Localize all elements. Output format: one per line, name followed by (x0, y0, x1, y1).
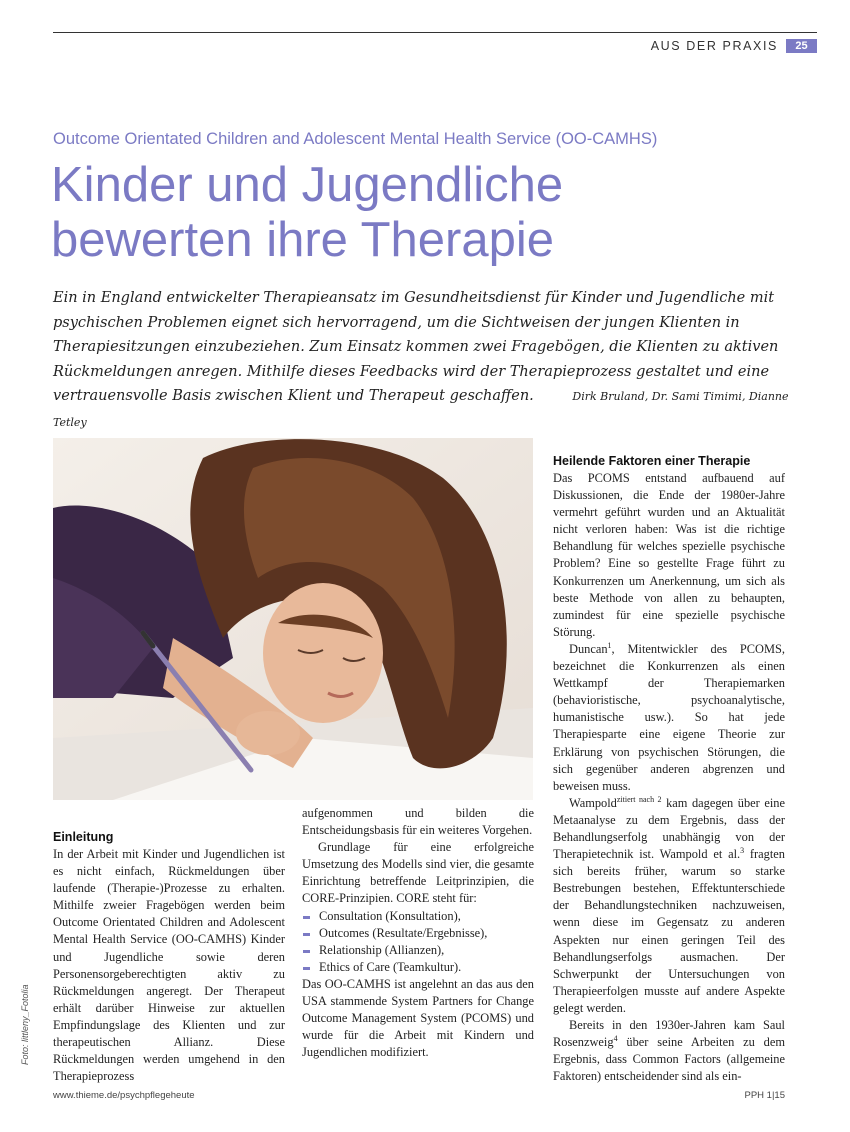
page-number-badge: 25 (786, 39, 817, 53)
column-1 (53, 829, 285, 1085)
list-item: Ethics of Care (Teamkultur). (302, 959, 534, 976)
article-photo (53, 438, 533, 800)
reference-mark: 1 (607, 640, 612, 650)
header-rule (53, 32, 817, 33)
reference-mark: 4 (613, 1034, 618, 1044)
title-line-2: bewerten ihre Therapie (51, 213, 555, 267)
paragraph: Das OO-CAMHS ist angelehnt an das aus den USA stammende System Partners for Change Outcome Management System (PCOMS) und wurde für die Arbeit mit Kindern und Jugendlichen modifiziert. (302, 976, 534, 1060)
list-item: Relationship (Allianzen), (302, 942, 534, 959)
reference-mark: 3 (740, 846, 745, 856)
paragraph: In der Arbeit mit Kinder und Jugendlichen ist es nicht einfach, Rückmeldungen über laufende (Therapie-)Prozesse zu erhalten. Mithilfe zweier Fragebögen werden beim Outcome Orientated Children and Adolescent Mental Health Service (OO-CAMHS) Kinder und Jugendliche sowie deren Personensorgeberechtigten aktiv zu Rückmeldungen angeregt. Der Therapeut erhält darüber Hinweise zur aktuellen Empfindungslage des Klienten und zur therapeutischen Allianz. Diese Rückmeldungen werden umgehend in den Therapieprozess (53, 847, 285, 1084)
paragraph: aufgenommen und bilden die Entscheidungsbasis für ein weiteres Vorgehen. (302, 806, 534, 838)
article-authors: Dirk Bruland, Dr. Sami Timimi, Dianne Tetley (53, 390, 789, 429)
footer-url: www.thieme.de/psychpflegeheute (53, 1090, 195, 1101)
girl-writing-illustration (53, 438, 533, 800)
author-name: Wampold (569, 795, 617, 810)
heading-einleitung: Einleitung (53, 830, 114, 844)
paragraph (553, 641, 785, 795)
paragraph: Das PCOMS entstand aufbauend auf Diskussionen, die Ende der 1980er-Jahre vermehrt geführt wurden und an Aktualität nicht verloren haben: Was ist die richtige Behandlung für welches spezielle psychische Problem? Eine so gestellte Frage führt zu Konkurrenzen um Anerkennung, um sich als beste Methode von allen zu behaupten, zumindest für eine spezielle psychische Störung. (553, 471, 785, 639)
author-name: Duncan (569, 641, 608, 656)
heading-heilende-faktoren: Heilende Faktoren einer Therapie (553, 454, 751, 468)
column-2 (302, 805, 534, 1061)
article-kicker: Outcome Orientated Children and Adolescent Mental Health Service (OO-CAMHS) (53, 130, 658, 148)
list-item: Outcomes (Resultate/Ergebnisse), (302, 925, 534, 942)
paragraph (553, 1017, 785, 1085)
footer-issue: PPH 1|15 (744, 1090, 785, 1101)
photo-credit: Foto: littleny_Fotolia (20, 984, 30, 1065)
paragraph: Grundlage für eine erfolgreiche Umsetzung des Modells sind vier, die gesamte Einrichtung betreffende Leitprinzipien, die CORE-Prinzipien. CORE steht für: (302, 840, 534, 906)
article-title (51, 158, 563, 268)
paragraph-text: Bereits in den 1930er-Jahren kam Saul Rosenzweig (553, 1018, 785, 1050)
paragraph-text: kam dagegen über eine Metaanalyse zu dem Ergebnis, dass der Behandlungserfolg unabhängig von der Therapietechnik ist. Wampold et al. (553, 795, 785, 862)
article-lead (53, 286, 793, 435)
lead-text: Ein in England entwickelter Therapieansatz im Gesundheitsdienst für Kinder und Jugendliche mit psychischen Problemen eignet sich hervorragend, um die Sichtweisen der jungen Klienten in Therapiesitzungen einzubeziehen. Zum Einsatz kommen zwei Fragebögen, die Klienten zu aktiven Rückmeldungen anregen. Mithilfe dieses Feedbacks wird der Therapieprozess gestaltet und eine vertrauensvolle Basis zwischen Klient und Therapeut geschaffen. (53, 290, 779, 404)
paragraph (553, 795, 785, 1017)
title-line-1: Kinder und Jugendliche (51, 158, 564, 212)
reference-mark: zitiert nach 2 (616, 794, 662, 804)
core-principles-list (302, 908, 534, 976)
list-item: Consultation (Konsultation), (302, 908, 534, 925)
section-label: AUS DER PRAXIS (650, 39, 778, 53)
column-3 (553, 453, 785, 1085)
paragraph-text: , Mitentwickler des PCOMS, bezeichnet die Konkurrenzen als einen Wettkampf der Therapiemarken (behavioristische, psychoanalytische, humanistische usw.). So hat jede Therapiesparte eine eigene Theorie zur Erklärung von psychischen Störungen, die sich gegenüber anderen abgrenzen und beweisen muss. (553, 641, 785, 793)
paragraph-text: fragten sich bereits früher, warum so starke Bestrebungen bestehen, Effektunterschiede der Behandlungstechniken nachzuweisen, wenn diese im Gegensatz zu anderen Aspekten nur einen geringen Teil des Behandlungserfolgs ausmachen. Der Schwerpunkt der Untersuchungen von Therapieerfolgen musste auf andere Aspekte gelegt werden. (553, 847, 785, 1015)
paragraph-text: über seine Arbeiten zu dem Ergebnis, dass Common Factors (allgemeine Faktoren) entscheidender sind als ein- (553, 1035, 785, 1084)
